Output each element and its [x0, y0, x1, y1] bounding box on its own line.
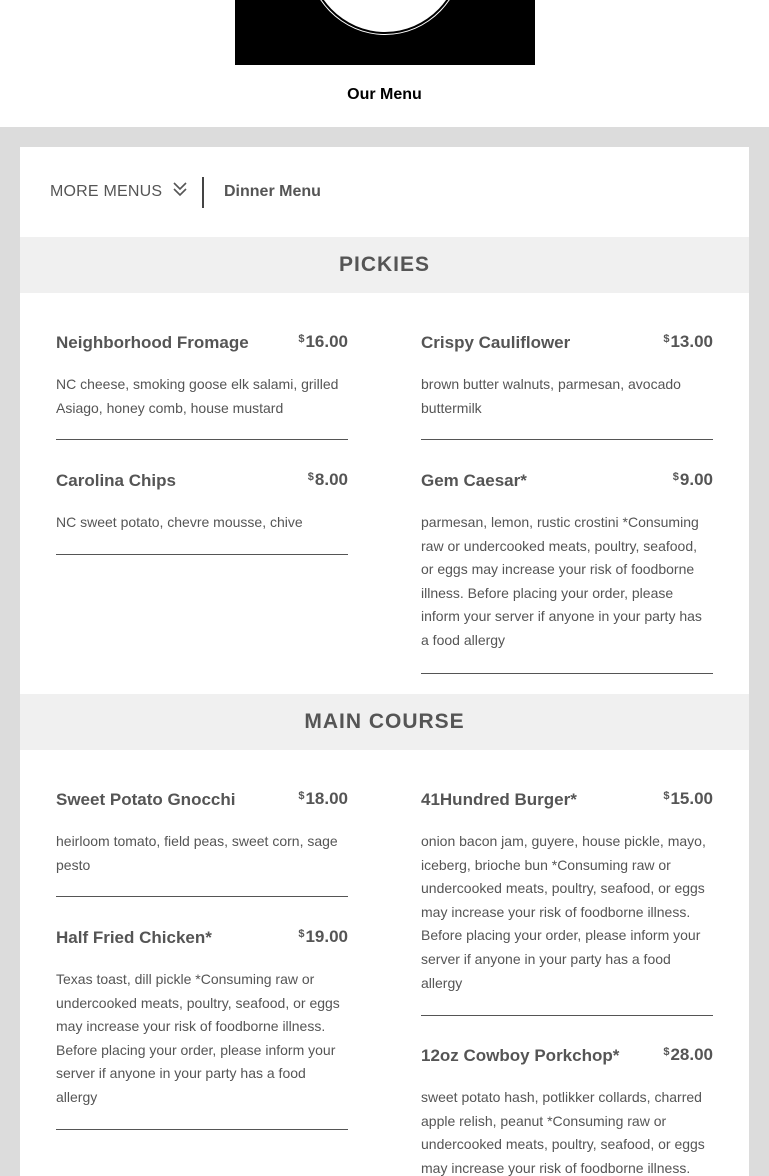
item-description: sweet potato hash, potlikker collards, charred apple relish, peanut *Consuming raw or undercooked meats, poultry, seafood, or eggs may increase your risk of foodborne illness.: [421, 1089, 705, 1176]
item-price: $19.00: [298, 927, 348, 946]
item-name: 41Hundred Burger*: [421, 790, 577, 809]
item-divider: [56, 1129, 348, 1130]
more-menus-dropdown[interactable]: [50, 183, 188, 201]
item-description: brown butter walnuts, parmesan, avocado buttermilk: [421, 376, 681, 416]
item-name: Gem Caesar*: [421, 471, 527, 490]
restaurant-logo[interactable]: [235, 0, 535, 65]
item-price: $8.00: [307, 470, 348, 489]
item-name: Crispy Cauliflower: [421, 333, 571, 352]
item-description: NC sweet potato, chevre mousse, chive: [56, 514, 303, 530]
item-price: $18.00: [298, 789, 348, 808]
item-name: Carolina Chips: [56, 471, 176, 490]
menu-selector-bar: [20, 147, 749, 237]
item-price: $28.00: [663, 1045, 713, 1064]
item-price: $9.00: [672, 470, 713, 489]
item-divider: [56, 439, 348, 440]
item-description: Texas toast, dill pickle *Consuming raw or undercooked meats, poultry, seafood, or eggs may increase your risk of foodborne illness. Before placing your order, please inform your server if anyone in your party has a food allergy: [56, 971, 340, 1105]
item-name: Half Fried Chicken*: [56, 928, 212, 947]
item-divider: [421, 439, 713, 440]
item-divider: [421, 673, 713, 674]
tab-dinner-menu[interactable]: Dinner Menu: [224, 183, 321, 200]
item-divider: [56, 554, 348, 555]
section-header-main-course: MAIN COURSE: [20, 694, 749, 750]
page-header: [0, 0, 769, 127]
more-menus-label: MORE MENUS: [50, 183, 163, 200]
item-description: parmesan, lemon, rustic crostini *Consuming raw or undercooked meats, poultry, seafood, or eggs may increase your risk of foodborne illness. Before placing your order, please inform your server if anyone in your party has a food allergy: [421, 514, 702, 648]
item-name: Neighborhood Fromage: [56, 333, 249, 352]
menu-bar-divider: [202, 177, 204, 208]
item-divider: [421, 1015, 713, 1016]
section-header-pickies: PICKIES: [20, 237, 749, 293]
double-chevron-down-icon: [172, 181, 188, 199]
item-name: 12oz Cowboy Porkchop*: [421, 1046, 620, 1065]
item-name: Sweet Potato Gnocchi: [56, 790, 236, 809]
item-price: $16.00: [298, 332, 348, 351]
logo-emblem: [307, 0, 463, 34]
item-price: $13.00: [663, 332, 713, 351]
menu-card: [20, 147, 749, 1176]
page-title: Our Menu: [347, 86, 422, 103]
item-description: NC cheese, smoking goose elk salami, grilled Asiago, honey comb, house mustard: [56, 376, 339, 416]
item-description: onion bacon jam, guyere, house pickle, mayo, iceberg, brioche bun *Consuming raw or undercooked meats, poultry, seafood, or eggs may increase your risk of foodborne illness. Before placing your order, please inform your server if anyone in your party has a food allergy: [421, 833, 706, 991]
item-description: heirloom tomato, field peas, sweet corn, sage pesto: [56, 833, 338, 873]
item-divider: [56, 896, 348, 897]
item-price: $15.00: [663, 789, 713, 808]
